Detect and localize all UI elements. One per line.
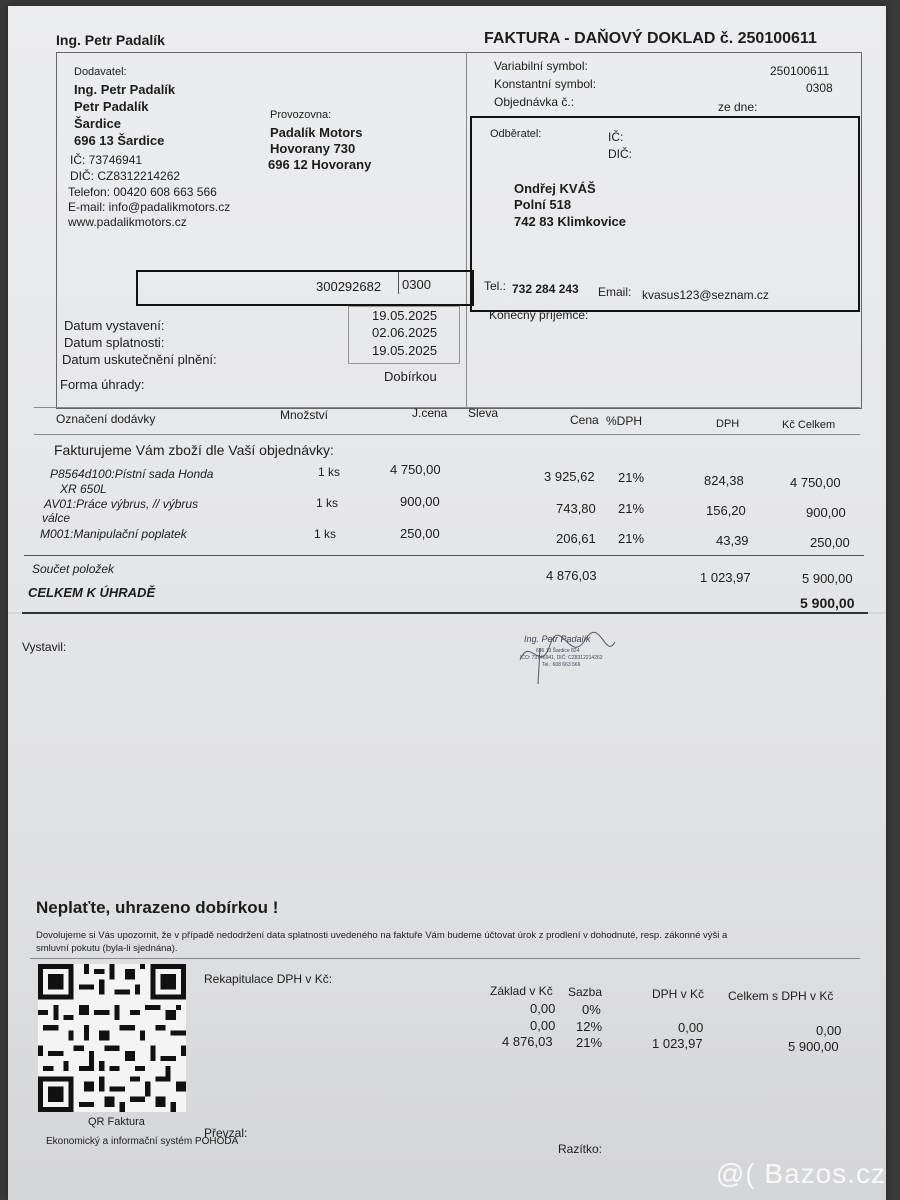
vat-summary-total-header: Celkem s DPH v Kč: [728, 989, 834, 1003]
variable-symbol-value: 250100611: [770, 64, 830, 78]
vat-row2-base: 0,00: [530, 1018, 556, 1033]
sum-total: 5 900,00: [802, 571, 853, 586]
row3-total: 250,00: [810, 535, 850, 550]
sum-label: Součet položek: [32, 562, 115, 576]
order-date-label: ze dne:: [718, 100, 758, 114]
vat-row3-vat: 1 023,97: [652, 1036, 703, 1051]
due-date-label: Datum splatnosti:: [64, 335, 165, 350]
row1-qty: 1 ks: [318, 465, 341, 479]
grand-total-rule: [22, 612, 868, 614]
supplier-name2: Petr Padalík: [74, 99, 149, 114]
stamp-line1: 696 13 Šardice 824: [536, 648, 580, 654]
final-recipient-label: Konečný příjemce:: [489, 308, 589, 322]
row1-vat: 824,38: [704, 473, 744, 488]
notice-text2: smluvní pokutu (byla-li sjednána).: [36, 943, 178, 954]
row1-price: 3 925,62: [544, 469, 595, 484]
vat-row2-total: 0,00: [816, 1023, 842, 1038]
stamp-name: Ing. Petr Padalík: [524, 634, 591, 644]
stamp-label: Razítko:: [558, 1142, 603, 1156]
row1-pct: 21%: [618, 470, 645, 485]
supplier-name1: Ing. Petr Padalík: [74, 82, 176, 97]
row2-total: 900,00: [806, 505, 846, 520]
vat-row1-rate: 0%: [582, 1002, 601, 1017]
bank-account-number: 300292682: [316, 279, 382, 294]
constant-symbol-value: 0308: [806, 81, 833, 95]
col-item-header: Označení dodávky: [56, 412, 156, 426]
row2-unit: 900,00: [400, 494, 440, 509]
received-by-label: Převzal:: [204, 1126, 248, 1140]
supplier-email: E-mail: info@padalikmotors.cz: [68, 200, 231, 214]
row1-desc2: XR 650L: [60, 482, 107, 496]
issued-by-label: Vystavil:: [22, 640, 67, 654]
customer-street: Polní 518: [514, 197, 572, 212]
vat-summary-title: Rekapitulace DPH v Kč:: [204, 972, 333, 986]
row2-vat: 156,20: [706, 503, 746, 518]
order-number-label: Objednávka č.:: [494, 95, 575, 109]
row2-pct: 21%: [618, 501, 645, 516]
row3-desc1: M001:Manipulační poplatek: [40, 527, 187, 541]
supplier-ic: IČ: 73746941: [70, 153, 143, 167]
branch-label: Provozovna:: [270, 109, 332, 121]
sum-vat: 1 023,97: [700, 570, 751, 585]
notice-rule: [30, 958, 860, 959]
taxable-date-value: 19.05.2025: [372, 343, 438, 358]
vat-summary-vat-header: DPH v Kč: [652, 987, 705, 1001]
constant-symbol-label: Konstantní symbol:: [494, 77, 597, 91]
stamp-line2: IČO: 73746941, DIČ: CZ8312214262: [520, 655, 603, 661]
payment-method-label: Forma úhrady:: [60, 377, 145, 392]
due-date-value: 02.06.2025: [372, 325, 438, 340]
qr-label: QR Faktura: [88, 1116, 145, 1128]
stamp-signature: [510, 630, 620, 685]
issued-date-value: 19.05.2025: [372, 308, 438, 323]
col-price-header: Cena: [570, 413, 599, 427]
row2-price: 743,80: [556, 501, 596, 516]
vat-row2-rate: 12%: [576, 1019, 603, 1034]
row1-total: 4 750,00: [790, 475, 841, 490]
col-unit-price-header: J.cena: [412, 406, 448, 420]
supplier-dic: DIČ: CZ8312214262: [70, 169, 181, 183]
supplier-city: 696 13 Šardice: [74, 133, 165, 148]
software-footer: Ekonomický a informační systém POHODA: [46, 1136, 239, 1147]
col-vat-header: DPH: [716, 418, 740, 430]
row2-desc1: AV01:Práce výbrus, // výbrus: [44, 497, 199, 511]
vat-row3-rate: 21%: [576, 1035, 603, 1050]
payment-method-value: Dobírkou: [384, 369, 437, 384]
sum-price: 4 876,03: [546, 568, 597, 583]
stamp-line3: Tel.: 608 663 566: [542, 662, 581, 668]
vat-row2-vat: 0,00: [678, 1020, 704, 1035]
customer-label: Odběratel:: [490, 128, 542, 140]
col-vat-pct-header: %DPH: [606, 414, 643, 428]
table-intro: Fakturujeme Vám zboží dle Vaší objednávky:: [54, 442, 334, 458]
table-header-rule: [34, 434, 860, 435]
customer-ic-label: IČ:: [608, 130, 624, 144]
supplier-label: Dodavatel:: [74, 66, 127, 78]
customer-email-label: Email:: [598, 285, 632, 299]
vat-row1-base: 0,00: [530, 1001, 556, 1016]
sum-top-rule: [24, 555, 864, 556]
customer-dic-label: DIČ:: [608, 147, 632, 161]
bazos-watermark: @( Bazos.cz: [715, 1158, 886, 1189]
branch-name: Padalík Motors: [270, 125, 363, 140]
row3-pct: 21%: [618, 531, 645, 546]
branch-city: 696 12 Hovorany: [268, 157, 372, 172]
supplier-web: www.padalikmotors.cz: [68, 215, 187, 229]
row3-unit: 250,00: [400, 526, 440, 541]
row1-desc1: P8564d100:Pístní sada Honda: [50, 467, 214, 481]
customer-tel: 732 284 243: [512, 282, 579, 296]
row3-vat: 43,39: [716, 533, 749, 548]
notice-text1: Dovolujeme si Vás upozornit, že v případě nedodržení data splatnosti uvedeného na faktuře Vám budeme účtovat úrok z prodlení v dohodnuté, resp. zákonné výši a: [36, 930, 728, 941]
customer-city: 742 83 Klimkovice: [514, 214, 627, 229]
vat-summary-rate-header: Sazba: [568, 985, 603, 999]
row1-unit: 4 750,00: [390, 462, 441, 477]
customer-name: Ondřej KVÁŠ: [514, 181, 596, 196]
issued-date-label: Datum vystavení:: [64, 318, 165, 333]
issuer-name: Ing. Petr Padalík: [56, 32, 165, 48]
vat-row3-base: 4 876,03: [502, 1034, 553, 1049]
col-qty-header: Množství: [280, 408, 329, 422]
header-divider: [466, 52, 467, 407]
row2-qty: 1 ks: [316, 496, 339, 510]
notice-title: Neplaťte, uhrazeno dobírkou !: [36, 898, 279, 917]
vat-row3-total: 5 900,00: [788, 1039, 839, 1054]
bank-divider: [398, 272, 399, 294]
row2-desc2: válce: [42, 511, 71, 525]
row3-price: 206,61: [556, 531, 596, 546]
taxable-date-label: Datum uskutečnění plnění:: [62, 352, 217, 367]
document-title: FAKTURA - DAŇOVÝ DOKLAD č. 250100611: [484, 30, 817, 47]
qr-code-icon: [38, 964, 186, 1112]
bank-code: 0300: [402, 277, 431, 292]
supplier-street: Šardice: [74, 116, 121, 131]
vat-summary-base-header: Základ v Kč: [490, 984, 553, 998]
col-total-header: Kč Celkem: [782, 419, 836, 431]
customer-email: kvasus123@seznam.cz: [642, 288, 769, 302]
customer-tel-label: Tel.:: [484, 279, 507, 293]
variable-symbol-label: Variabilní symbol:: [494, 59, 588, 73]
grand-total-value: 5 900,00: [800, 595, 855, 611]
branch-street: Hovorany 730: [270, 141, 356, 156]
col-discount-header: Sleva: [468, 406, 499, 420]
grand-total-label: CELKEM K ÚHRADĚ: [28, 585, 156, 600]
row3-qty: 1 ks: [314, 527, 337, 541]
supplier-phone: Telefon: 00420 608 663 566: [68, 185, 217, 199]
